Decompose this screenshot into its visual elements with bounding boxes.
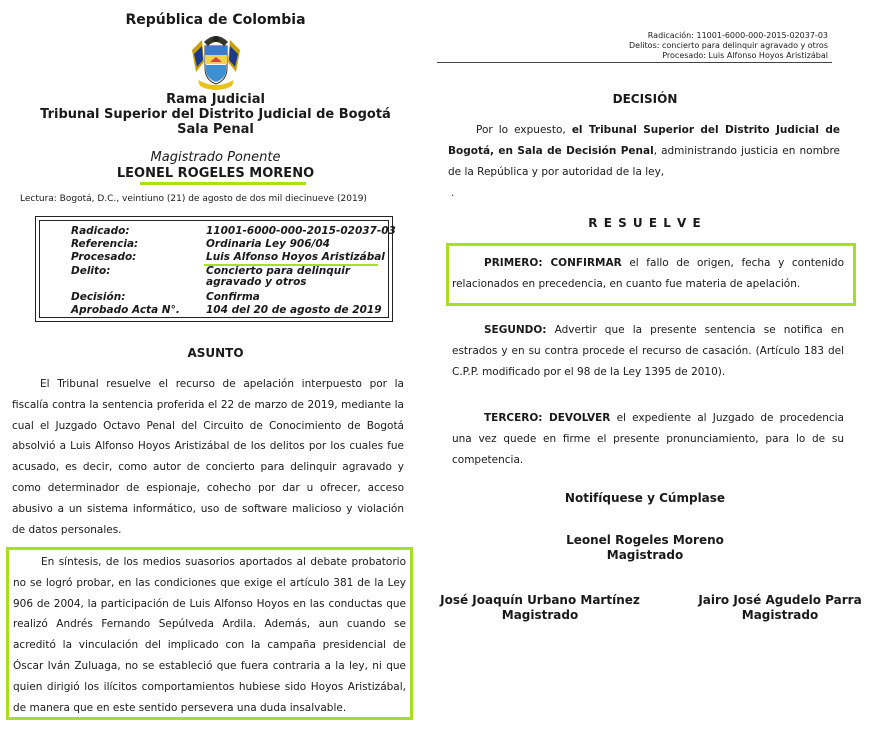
delito-label: Delito: — [71, 265, 111, 277]
decision-intro: Por lo expuesto, — [476, 124, 572, 136]
colombia-coat-of-arms-icon — [190, 32, 242, 90]
tercero-label: TERCERO: DEVOLVER — [484, 412, 611, 424]
court-heading-line: Sala Penal — [177, 122, 254, 137]
country-heading: República de Colombia — [125, 12, 306, 28]
header-rule — [437, 62, 832, 63]
primero-label: PRIMERO: CONFIRMAR — [484, 257, 622, 269]
lectura-date: Lectura: Bogotá, D.C., veintiuno (21) de agosto de dos mil diecinueve (2019) — [20, 194, 367, 204]
sintesis-paragraph: En síntesis, de los medios suasorios aportados al debate probatorio no se logró probar, en las condiciones que exige el artículo 381 de la Ley 906 de 2004, la participación de Luis Alfonso Hoyos en las conductas que realizó Andrés Fernando Sepúlveda Ardila. Además, aun cuando se acreditó la vinculación del implicado con la campaña presidencial de Óscar Iván Zuluaga, no se estableció que fuera contraria a la ley, ni que quien dirigió los ilícitos comportamientos hubiese sido Hoyos Aristizábal, de manera que en este sentido persevera una duda insalvable. — [13, 556, 406, 714]
asunto-title: ASUNTO — [187, 346, 244, 360]
magistrate-title: Magistrado Ponente — [150, 150, 281, 165]
running-header — [560, 31, 828, 61]
radicacion-line: Radicación: 11001-6000-000-2015-02037-03 — [647, 31, 828, 40]
tercero-text: el expediente al Juzgado de procedencia una vez quede en firme el presente pronunciamiento, para lo de su competencia. — [452, 412, 844, 466]
procesado-value: Luis Alfonso Hoyos Aristizábal — [206, 251, 385, 263]
signature-left — [440, 593, 640, 623]
notifiquese-line: Notifíquese y Cúmplase — [564, 491, 726, 505]
referencia-value: Ordinaria Ley 906/04 — [206, 238, 330, 250]
delitos-line: Delitos: concierto para delinquir agravado y otros — [629, 41, 828, 50]
procesado-label: Procesado: — [71, 251, 137, 263]
primero-paragraph — [452, 253, 844, 295]
decision-label: Decisión: — [71, 291, 126, 303]
signature-left-role: Magistrado — [501, 608, 579, 622]
segundo-text: Advertir que la presente sentencia se notifica en estrados y en su contra procede el recurso de casación. (Artículo 183 del C.P.P. modificado por el 98 de la Ley 1395 de 2010). — [452, 324, 844, 378]
decision-tribunal: el Tribunal Superior del Distrito Judicial de Bogotá, en Sala de Decisión Penal — [448, 124, 840, 157]
decision-rest: , administrando justicia en nombre de la República y por autoridad de la ley, — [448, 144, 841, 178]
signature-main — [437, 533, 853, 563]
signature-right-name: Jairo José Agudelo Parra — [698, 593, 862, 607]
decision-paragraph — [448, 120, 840, 182]
primero-text: el fallo de origen, fecha y contenido relacionados en precedencia, en cuanto fue materia de apelación. — [452, 257, 844, 290]
asunto-paragraph: El Tribunal resuelve el recurso de apelación interpuesto por la fiscalía contra la sentencia proferida el 22 de marzo de 2019, mediante la cual el Juzgado Octavo Penal del Circuito de Conocimiento de Bogotá absolvió a Luis Alfonso Hoyos Aristizábal de los delitos por los cuales fue acusado, es decir, como autor de concierto para delinquir agravado y como determinador de espionaje, cohecho por dar u ofrecer, acceso abusivo a un sistema informático, uso de software malicioso y violación de datos personales. — [12, 378, 404, 536]
radicado-label: Radicado: — [71, 225, 130, 237]
stray-dot: . — [451, 188, 455, 199]
segundo-paragraph — [452, 320, 844, 382]
magistrate-name: LEONEL ROGELES MORENO — [116, 166, 315, 181]
referencia-label: Referencia: — [71, 238, 139, 250]
court-heading-line: Tribunal Superior del Distrito Judicial de Bogotá — [40, 107, 391, 122]
acta-value: 104 del 20 de agosto de 2019 — [206, 304, 382, 316]
signature-right — [690, 593, 870, 623]
court-heading-line: Rama Judicial — [166, 92, 265, 107]
signature-main-name: Leonel Rogeles Moreno — [566, 533, 724, 547]
segundo-label: SEGUNDO: — [484, 324, 547, 336]
signature-right-role: Magistrado — [741, 608, 819, 622]
decision-title: DECISIÓN — [612, 92, 678, 106]
resuelve-title: R E S U E L V E — [588, 216, 702, 230]
magistrate-name-underline — [140, 182, 306, 185]
acta-label: Aprobado Acta N°. — [71, 304, 180, 316]
decision-value: Confirma — [206, 291, 260, 303]
tercero-paragraph — [452, 408, 844, 470]
signature-main-role: Magistrado — [606, 548, 684, 562]
court-heading — [0, 92, 431, 137]
radicado-value: 11001-6000-000-2015-02037-03 — [206, 225, 396, 237]
procesado-line: Procesado: Luis Alfonso Hoyos Aristizábal — [662, 51, 828, 60]
signature-left-name: José Joaquín Urbano Martínez — [440, 593, 640, 607]
delito-value: Concierto para delinquir agravado y otros — [206, 265, 351, 288]
